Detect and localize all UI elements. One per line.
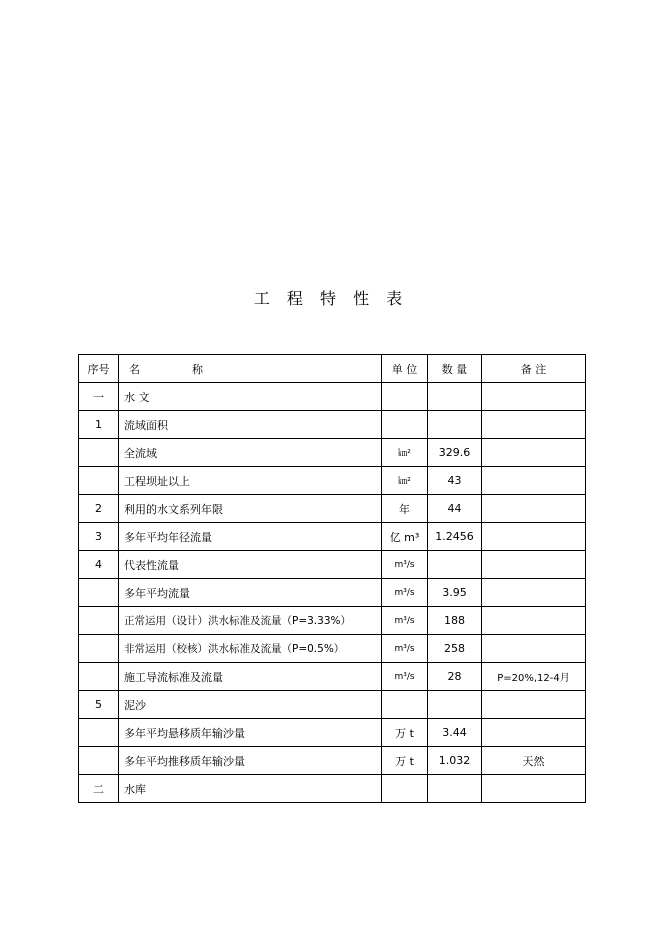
row-unit: ㎞² [382,439,428,467]
row-value: 43 [428,467,482,495]
row-note [482,551,586,579]
table-row [79,635,586,663]
table-row [79,467,586,495]
row-no [79,663,119,691]
row-no [79,439,119,467]
row-name: 流域面积 [119,411,382,439]
row-value [428,551,482,579]
row-no [79,579,119,607]
row-name: 多年平均悬移质年输沙量 [119,719,382,747]
row-unit [382,411,428,439]
row-note [482,775,586,803]
row-note: 天然 [482,747,586,775]
row-note [482,579,586,607]
row-no: 1 [79,411,119,439]
table-row [79,719,586,747]
row-note [482,523,586,551]
row-unit: m³/s [382,551,428,579]
row-unit: 年 [382,495,428,523]
table-row [79,747,586,775]
row-no: 5 [79,691,119,719]
row-value: 258 [428,635,482,663]
table-row [79,411,586,439]
row-name: 工程坝址以上 [119,467,382,495]
row-unit: 万 t [382,747,428,775]
row-name: 非常运用（校核）洪水标准及流量（P=0.5%） [119,635,382,663]
row-no: 一 [79,383,119,411]
table-header-row [79,355,586,383]
row-value: 3.44 [428,719,482,747]
header-name-part2: 称 [192,362,203,376]
row-no: 2 [79,495,119,523]
row-name: 正常运用（设计）洪水标准及流量（P=3.33%） [119,607,382,635]
row-name: 全流域 [119,439,382,467]
row-note [482,411,586,439]
row-unit [382,383,428,411]
row-note [482,467,586,495]
table-row [79,579,586,607]
row-no: 3 [79,523,119,551]
header-unit: 单 位 [382,355,428,383]
row-value: 44 [428,495,482,523]
row-value: 1.032 [428,747,482,775]
table-row [79,607,586,635]
row-unit: m³/s [382,607,428,635]
row-no [79,607,119,635]
row-no [79,635,119,663]
row-name: 水 文 [119,383,382,411]
row-name: 多年平均推移质年输沙量 [119,747,382,775]
row-value [428,775,482,803]
row-name: 泥沙 [119,691,382,719]
row-note [482,439,586,467]
row-note [482,691,586,719]
row-name: 水库 [119,775,382,803]
row-note [482,635,586,663]
header-name-part1: 名 [129,362,140,376]
page-title: 工 程 特 性 表 [253,289,409,308]
table-row [79,551,586,579]
header-note: 备 注 [482,355,586,383]
table-row [79,495,586,523]
row-unit [382,691,428,719]
row-note [482,383,586,411]
row-no [79,747,119,775]
row-name: 代表性流量 [119,551,382,579]
row-value: 28 [428,663,482,691]
row-value: 1.2456 [428,523,482,551]
row-value: 3.95 [428,579,482,607]
row-value: 188 [428,607,482,635]
table-row [79,523,586,551]
row-value: 329.6 [428,439,482,467]
row-value [428,411,482,439]
row-note [482,719,586,747]
table-row [79,663,586,691]
row-no [79,719,119,747]
row-unit: m³/s [382,579,428,607]
row-value [428,691,482,719]
row-unit: 万 t [382,719,428,747]
row-note [482,607,586,635]
table-row [79,383,586,411]
row-note: P=20%,12-4月 [482,663,586,691]
table-row [79,439,586,467]
header-no: 序号 [79,355,119,383]
header-name [119,355,382,383]
row-name: 利用的水文系列年限 [119,495,382,523]
row-value [428,383,482,411]
row-no [79,467,119,495]
row-name: 多年平均年径流量 [119,523,382,551]
row-unit: m³/s [382,663,428,691]
table-row [79,775,586,803]
row-name: 多年平均流量 [119,579,382,607]
row-no: 二 [79,775,119,803]
row-unit: m³/s [382,635,428,663]
row-no: 4 [79,551,119,579]
header-value: 数 量 [428,355,482,383]
row-unit: ㎞² [382,467,428,495]
row-unit: 亿 m³ [382,523,428,551]
row-name: 施工导流标准及流量 [119,663,382,691]
row-unit [382,775,428,803]
table-row [79,691,586,719]
row-note [482,495,586,523]
engineering-spec-table [78,354,586,803]
